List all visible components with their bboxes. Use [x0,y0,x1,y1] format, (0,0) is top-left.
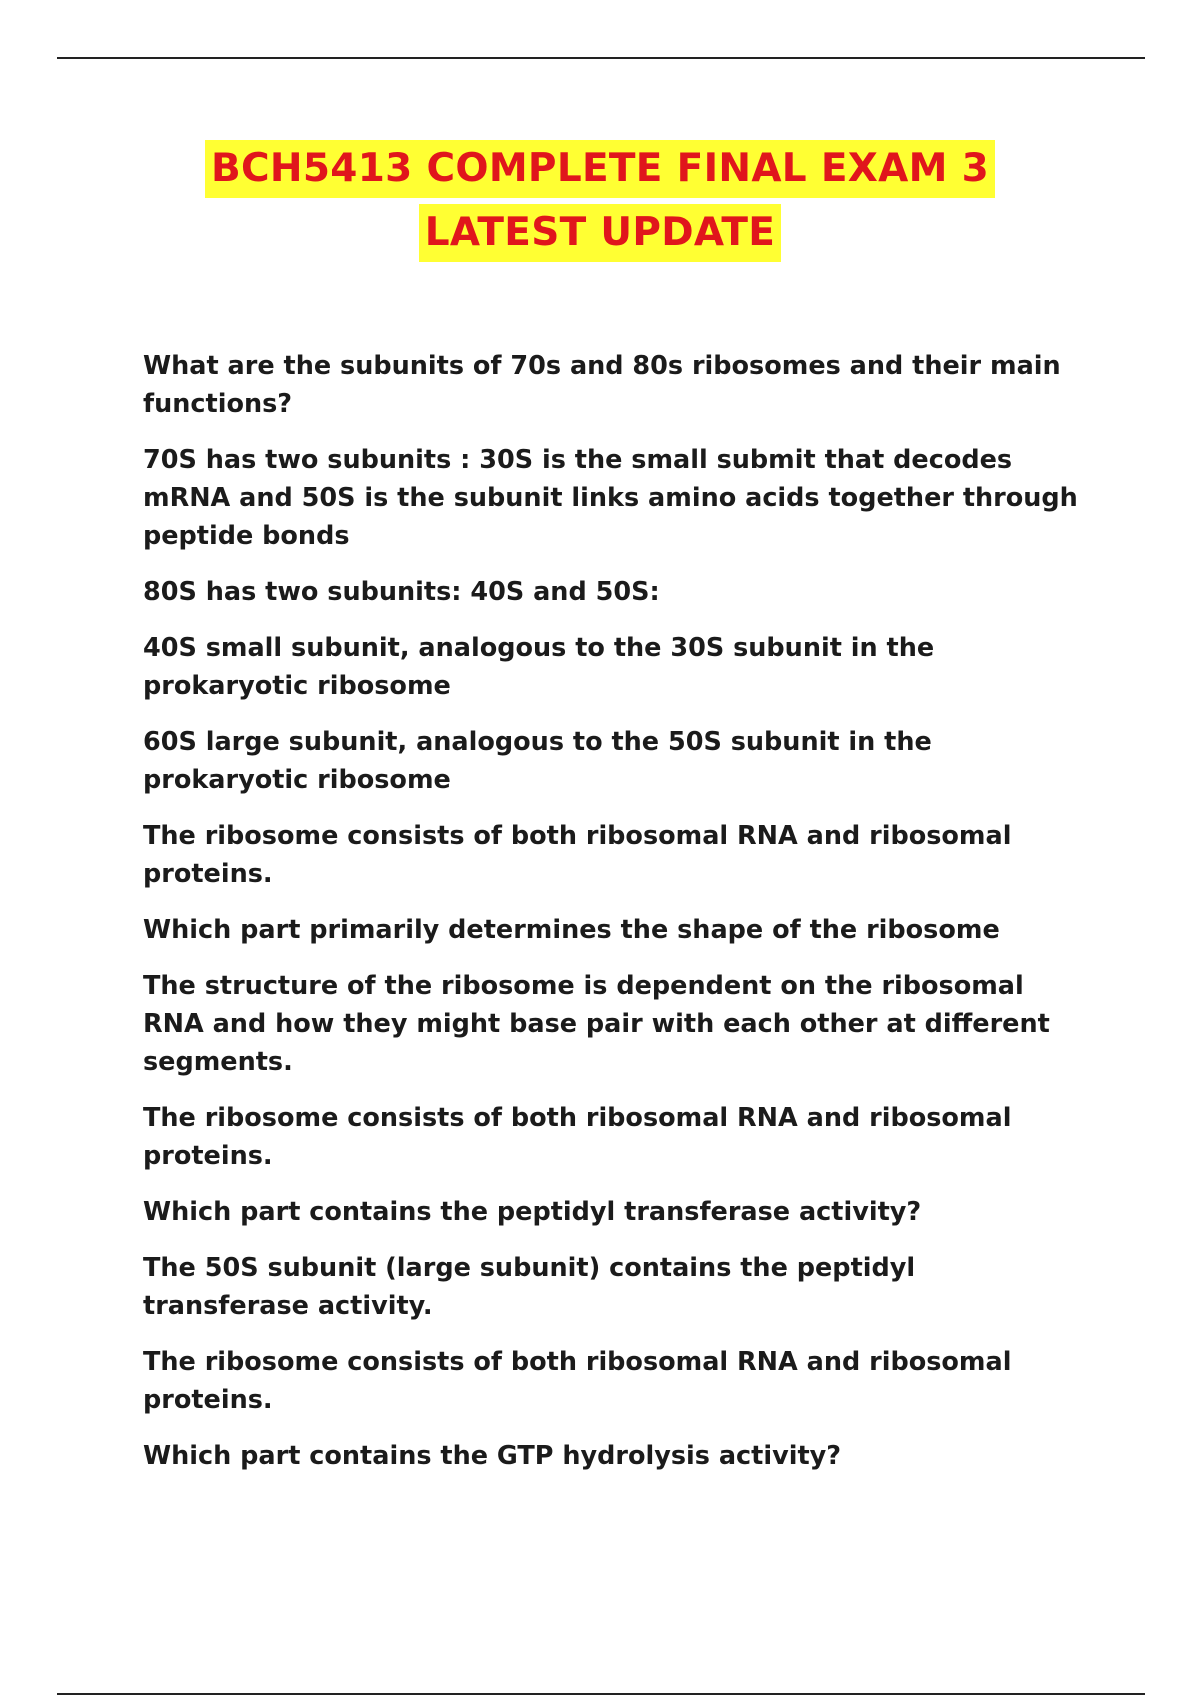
answer-paragraph: The structure of the ribosome is dependent on the ribosomal RNA and how they might base pair with each other at different segments. [143,971,1050,1077]
answer-paragraph: 60S large subunit, analogous to the 50S subunit in the prokaryotic ribosome [143,727,932,795]
title-line-1: BCH5413 COMPLETE FINAL EXAM 3 [205,140,995,198]
header-rule [57,57,1145,59]
question-paragraph: What are the subunits of 70s and 80s ribosomes and their main functions? [143,351,1061,419]
answer-paragraph: The ribosome consists of both ribosomal RNA and ribosomal proteins. [143,821,1012,889]
footer-rule [57,1693,1145,1695]
answer-paragraph: The ribosome consists of both ribosomal RNA and ribosomal proteins. [143,1347,1012,1415]
question-paragraph: Which part contains the peptidyl transferase activity? [143,1197,922,1227]
answer-paragraph: The ribosome consists of both ribosomal RNA and ribosomal proteins. [143,1103,1012,1171]
answer-paragraph: 40S small subunit, analogous to the 30S subunit in the prokaryotic ribosome [143,633,935,701]
question-paragraph: Which part contains the GTP hydrolysis activity? [143,1441,842,1471]
question-paragraph: Which part primarily determines the shape of the ribosome [143,915,1000,945]
answer-paragraph: 80S has two subunits: 40S and 50S: [143,577,660,607]
document-body [143,347,1083,1493]
answer-paragraph: The 50S subunit (large subunit) contains the peptidyl transferase activity. [143,1253,916,1321]
answer-paragraph: 70S has two subunits : 30S is the small submit that decodes mRNA and 50S is the subunit links amino acids together through peptide bonds [143,445,1078,551]
document-title [0,140,1200,262]
title-line-2: LATEST UPDATE [419,204,781,262]
